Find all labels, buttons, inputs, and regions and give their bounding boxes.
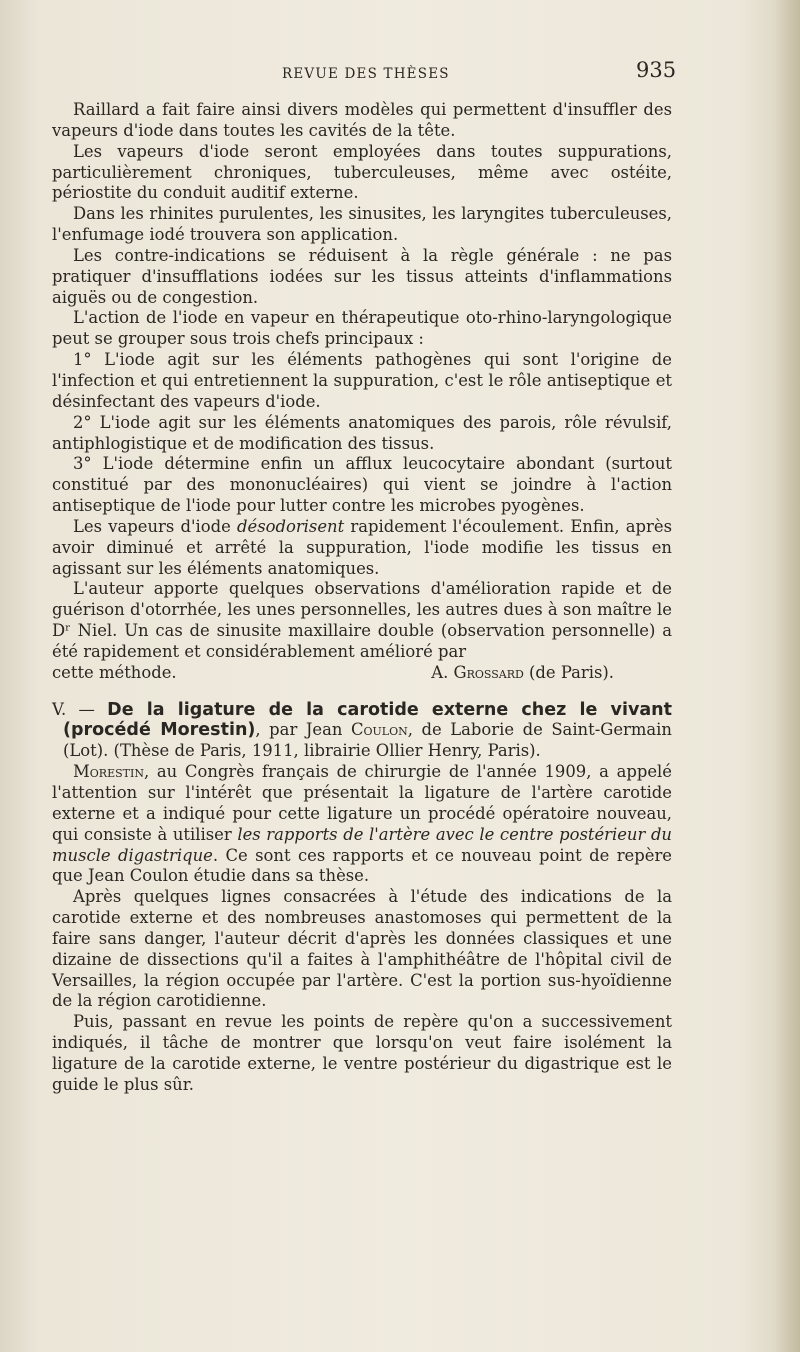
signature-name: Grossard [453,662,524,682]
page-number: 935 [636,58,677,82]
text-run: . Ce sont ces rapports et ce nouveau point de repère que Jean Coulon étudie dans sa thèse. [52,845,672,886]
page-header [0,58,800,88]
thesis-title: De la ligature de la carotide externe chez le vivant (procédé Morestin) [63,699,672,741]
list-item: 2° L'iode agit sur les éléments anatomiques des parois, rôle révulsif, antiphlogistique et de modification des tissus. [52,412,672,453]
text-run: rapidement l'écoulement. Enfin, après avoir diminué et arrêté la suppuration, l'iode modifie les tissus en agissant sur les éléments anatomiques. [52,516,672,578]
text-run: Les vapeurs d'iode [73,516,237,536]
paragraph: Après quelques lignes consacrées à l'étude des indications de la carotide externe et des nombreuses anastomoses qui permettent de la faire sans danger, l'auteur décrit d'après les données classiques et une dizaine de dissections qu'il a faites à l'amphithéâtre de l'hôpital civil de Versailles, la région occupée par l'artère. C'est la portion sus-hyoïdienne de la région carotidienne. [52,887,672,1011]
running-head: REVUE DES THÈSES [282,66,450,82]
italic-term: désodorisent [237,516,345,536]
page-edge-shadow [774,0,800,1352]
body-text [52,100,672,1096]
signature-initial: A. [431,662,454,682]
review-signature [431,663,614,684]
surgeon-name: Morestin [73,762,144,782]
text-run: , au Congrès français de chirurgie de l'année 1909, a appelé l'attention sur l'intérêt que présentait la ligature de l'artère carotide externe et a indiqué pour cette ligature un procédé opératoire nouveau, qui consiste à utiliser [52,762,672,844]
review-entry [52,700,672,1096]
entry-numeral: V. — [52,699,108,719]
text-run: , de Laborie de Saint-Germain (Lot). (Thèse de Paris, 1911, librairie Ollier Henry, Paris). [63,720,672,761]
paragraph [52,762,672,887]
paragraph-end: cette méthode. [52,662,177,682]
italic-phrase: les rapports de l'artère avec le centre postérieur du muscle digastrique [52,824,672,865]
paragraph: Les contre-indications se réduisent à la règle générale : ne pas pratiquer d'insufflations iodées sur les tissus atteints d'inflammations aiguës ou de congestion. [52,245,672,307]
paragraph: Raillard a fait faire ainsi divers modèles qui permettent d'insuffler des vapeurs d'iode dans toutes les cavités de la tête. [52,100,672,140]
signature-place: (de Paris). [523,662,614,682]
paragraph: Les vapeurs d'iode seront employées dans toutes suppurations, particulièrement chroniques, tuberculeuses, même avec ostéite, périostite du conduit auditif externe. [52,141,672,203]
signature-line [52,663,672,684]
paragraph: L'action de l'iode en vapeur en thérapeutique oto-rhino-laryngologique peut se grouper sous trois chefs principaux : [52,308,672,349]
paragraph [52,517,672,580]
review-heading [52,700,672,763]
list-item: 3° L'iode détermine enfin un afflux leucocytaire abondant (surtout constitué par des mononucléaires) qui vient se joindre à l'action antiseptique de l'iode pour lutter contre les microbes pyogènes. [52,454,672,516]
paragraph: Puis, passant en revue les points de repère qu'on a successivement indiqués, il tâche de montrer que lorsqu'on veut faire isolément la ligature de la carotide externe, le ventre postérieur du digastrique est le guide le plus sûr. [52,1012,672,1094]
text-run: , par Jean [255,720,351,740]
list-item: 1° L'iode agit sur les éléments pathogènes qui sont l'origine de l'infection et qui entretiennent la suppuration, c'est le rôle antiseptique et désinfectant des vapeurs d'iode. [52,350,672,411]
paragraph: L'auteur apporte quelques observations d'amélioration rapide et de guérison d'otorrhée, les unes personnelles, les autres dues à son maître le Dʳ Niel. Un cas de sinusite maxillaire double (observation personnelle) a été rapidement et considérablement amélioré par [52,579,672,661]
author-name: Coulon [350,720,408,740]
paragraph: Dans les rhinites purulentes, les sinusites, les laryngites tuberculeuses, l'enfumage iodé trouvera son application. [52,204,672,245]
